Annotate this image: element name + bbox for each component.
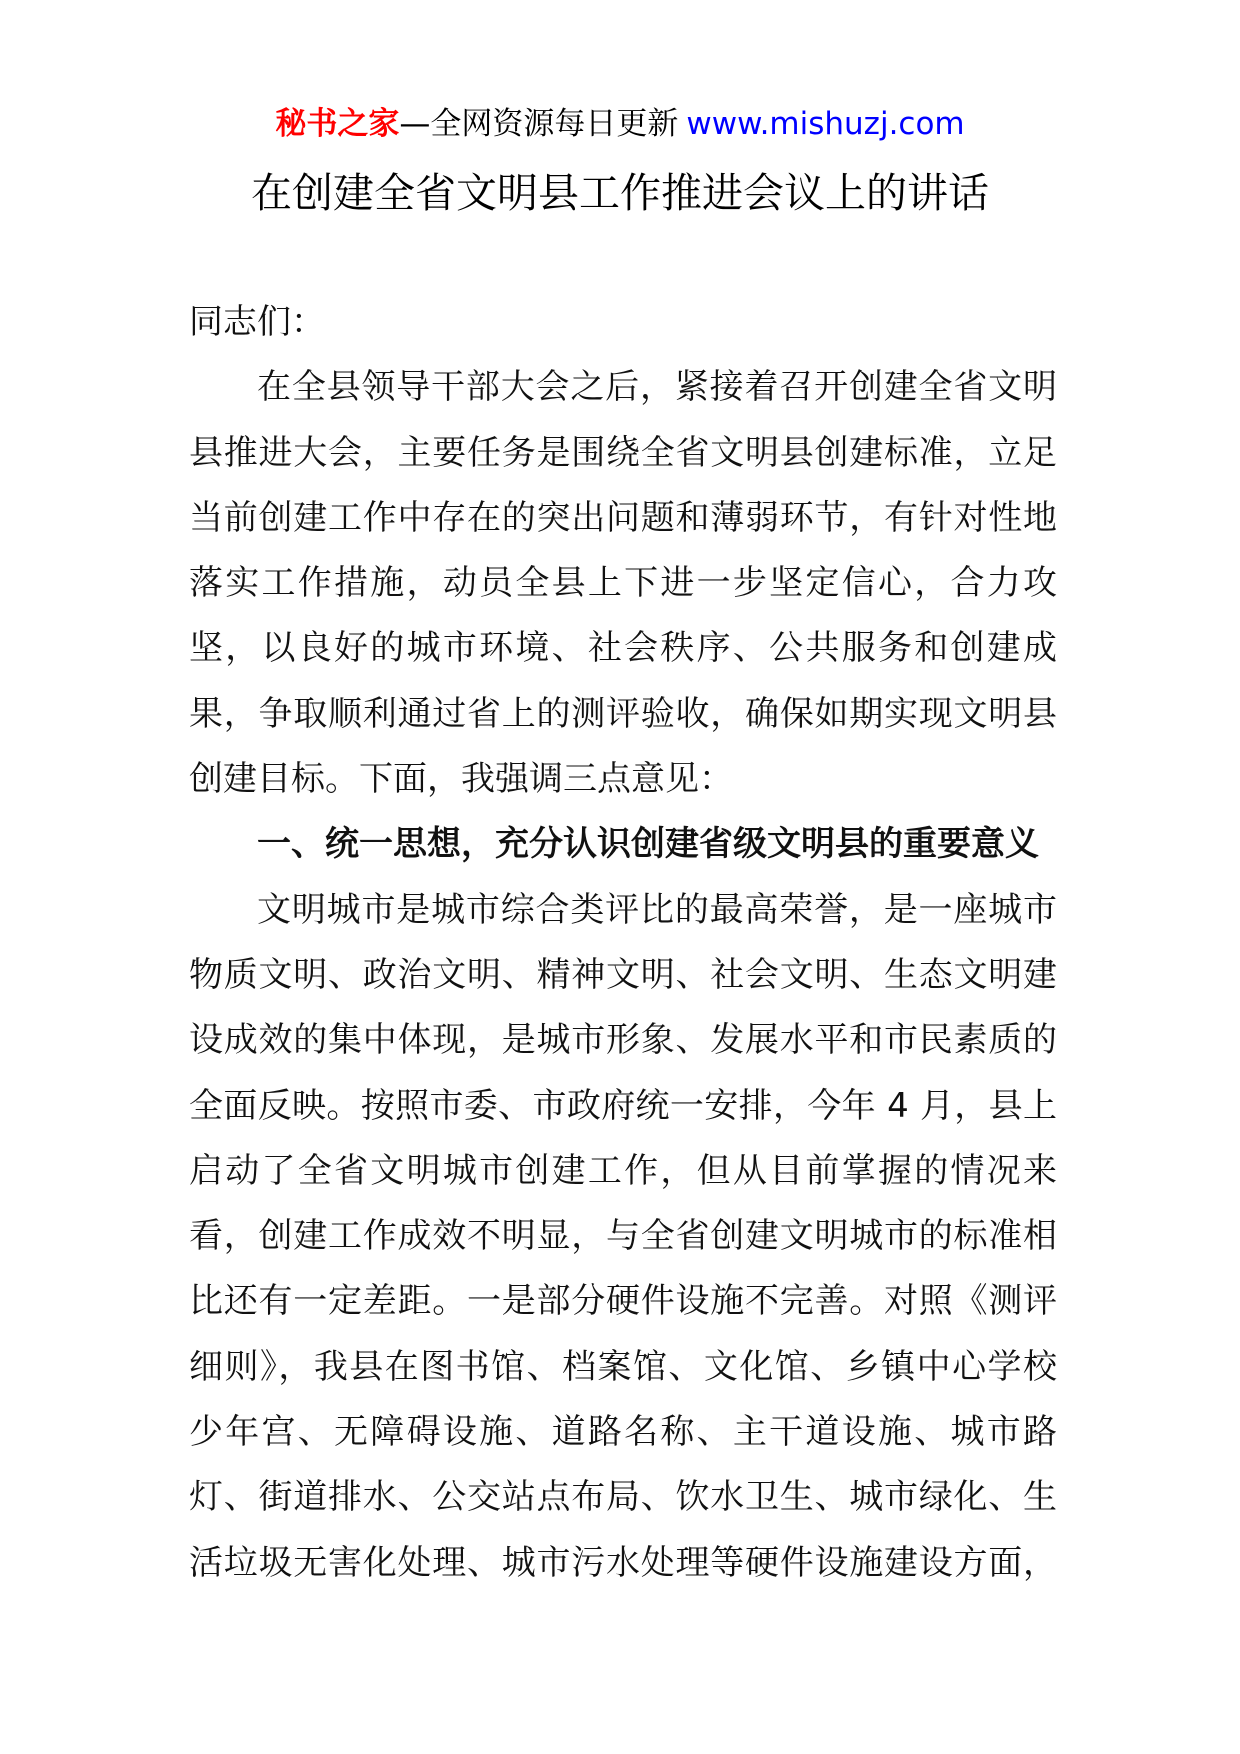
text-line: 启动了全省文明城市创建工作，但从目前掌握的情况来	[189, 1150, 1057, 1191]
section-heading	[189, 812, 1057, 877]
text-line: 在全县领导干部大会之后，紧接着召开创建全省文明	[257, 367, 1057, 408]
brand-name: 秘书之家	[275, 106, 400, 142]
text-line: 比还有一定差距。一是部分硬件设施不完善。对照《测评	[189, 1281, 1057, 1322]
text-line: 当前创建工作中存在的突出问题和薄弱环节，有针对性地	[189, 497, 1057, 538]
paragraph	[189, 355, 1057, 812]
text-line: 细则》，我县在图书馆、档案馆、文化馆、乡镇中心学校	[189, 1346, 1057, 1387]
text-line: 物质文明、政治文明、精神文明、社会文明、生态文明建	[189, 954, 1057, 995]
document-body	[189, 290, 1057, 1596]
paragraph	[189, 878, 1057, 1596]
text-line: 设成效的集中体现，是城市形象、发展水平和市民素质的	[189, 1020, 1057, 1061]
banner-tagline: —全网资源每日更新	[399, 106, 679, 142]
site-url-link[interactable]: www.mishuzj.com	[686, 106, 965, 142]
text-line: 文明城市是城市综合类评比的最高荣誉，是一座城市	[257, 889, 1057, 930]
text-line: 落实工作措施，动员全县上下进一步坚定信心，合力攻	[189, 563, 1057, 604]
text-line: 全面反映。按照市委、市政府统一安排，今年 4 月，县上	[189, 1085, 1057, 1126]
document-title: 在创建全省文明县工作推进会议上的讲话	[251, 169, 989, 217]
text-line: 活垃圾无害化处理、城市污水处理等硬件设施建设方面，	[189, 1542, 1057, 1583]
text-line: 看，创建工作成效不明显，与全省创建文明城市的标准相	[189, 1216, 1057, 1257]
text-line: 创建目标。下面，我强调三点意见：	[189, 759, 733, 800]
text-line: 少年宫、无障碍设施、道路名称、主干道设施、城市路	[189, 1412, 1057, 1453]
text-line: 坚，以良好的城市环境、社会秩序、公共服务和创建成	[189, 628, 1057, 669]
heading-line: 一、统一思想，充分认识创建省级文明县的重要意义	[257, 824, 1039, 865]
text-line: 果，争取顺利通过省上的测评验收，确保如期实现文明县	[189, 693, 1057, 734]
site-banner	[0, 104, 1240, 144]
salutation: 同志们：	[189, 302, 325, 342]
text-line: 县推进大会，主要任务是围绕全省文明县创建标准，立足	[189, 432, 1057, 473]
text-line: 灯、街道排水、公交站点布局、饮水卫生、城市绿化、生	[189, 1477, 1057, 1518]
